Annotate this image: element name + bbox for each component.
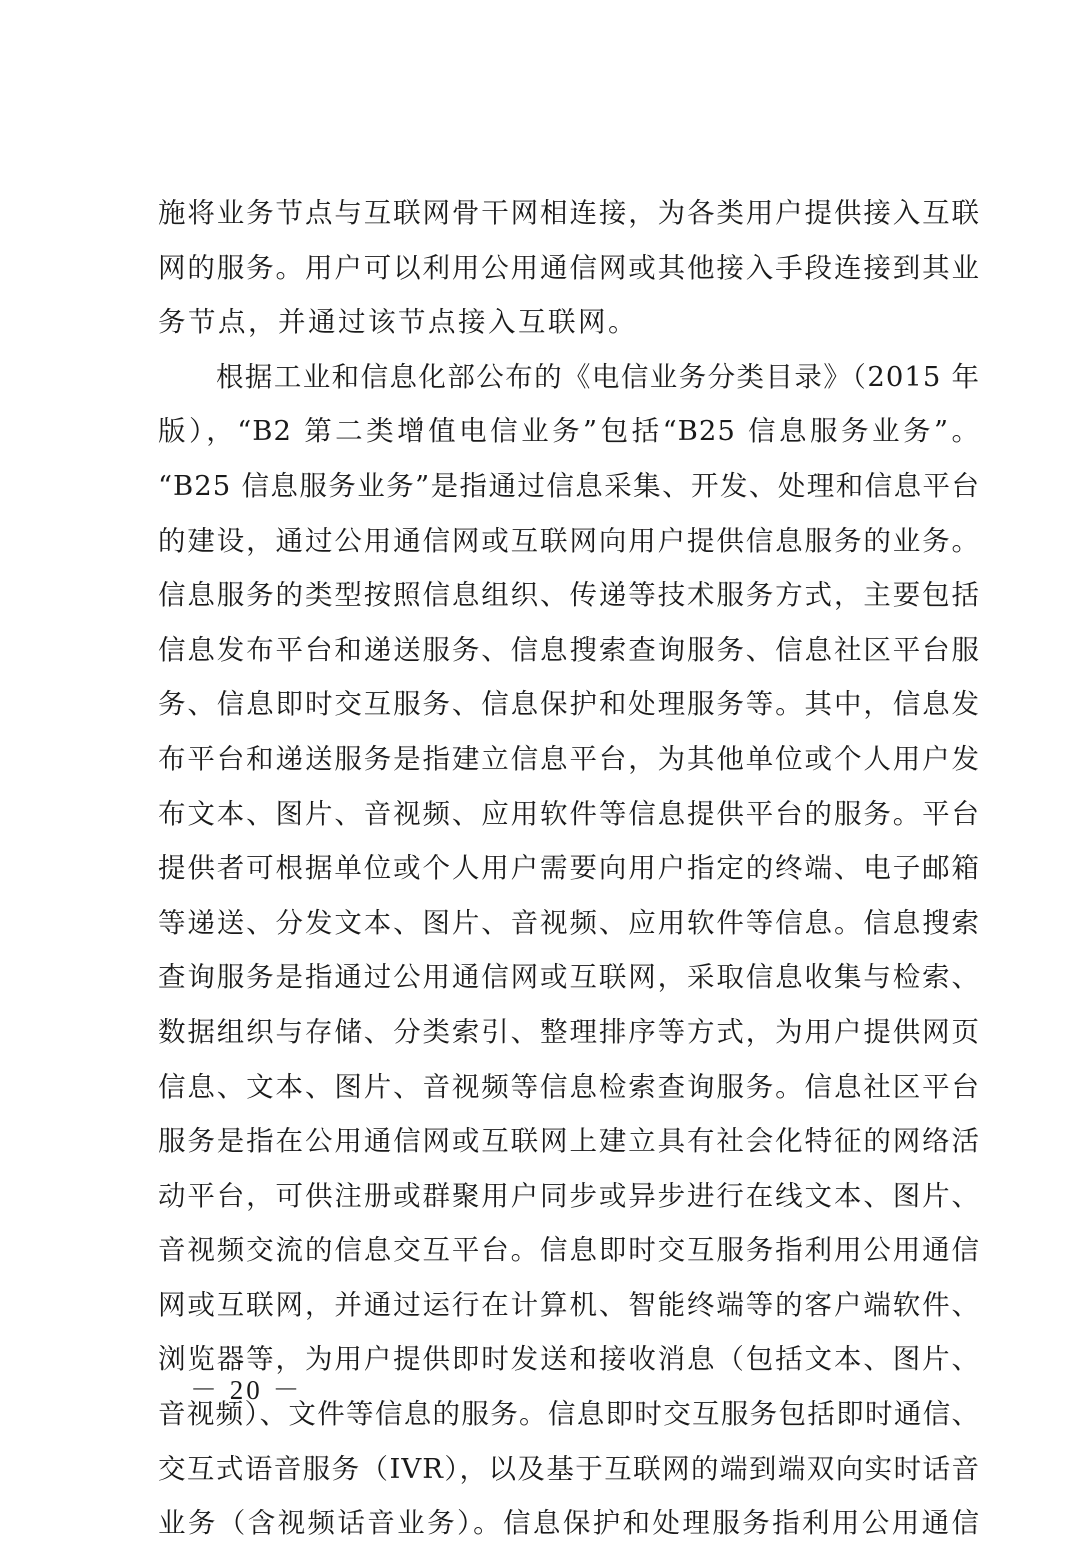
text-line: 音视频交流的信息交互平台。信息即时交互服务指利用公用通信 [158,1234,980,1267]
text-line: 浏览器等，为用户提供即时发送和接收消息（包括文本、图片、 [158,1343,980,1376]
text-line: 数据组织与存储、分类索引、整理排序等方式，为用户提供网页 [158,1015,980,1048]
text-line: “B25 信息服务业务”是指通过信息采集、开发、处理和信息平台 [158,469,980,502]
text-line: 查询服务是指通过公用通信网或互联网，采取信息收集与检索、 [158,961,980,994]
text-line: 服务是指在公用通信网或互联网上建立具有社会化特征的网络活 [158,1125,980,1158]
text-line: 施将业务节点与互联网骨干网相连接，为各类用户提供接入互联 [158,197,980,229]
text-line: 务、信息即时交互服务、信息保护和处理服务等。其中，信息发 [158,688,980,721]
text-line: 根据工业和信息化部公布的《电信业务分类目录》（2015 年 [216,360,980,393]
text-line: 信息服务的类型按照信息组织、传递等技术服务方式，主要包括 [158,579,980,612]
text-line: 信息发布平台和递送服务、信息搜索查询服务、信息社区平台服 [158,633,980,666]
text-line: 网或互联网，并通过运行在计算机、智能终端等的客户端软件、 [158,1288,980,1321]
page-number: － 20 － [190,1375,303,1405]
text-line: 信息、文本、图片、音视频等信息检索查询服务。信息社区平台 [158,1070,980,1103]
text-line: 等递送、分发文本、图片、音视频、应用软件等信息。信息搜索 [158,906,980,939]
text-line: 务节点，并通过该节点接入互联网。 [158,306,638,339]
text-line: 业务（含视频话音业务）。信息保护和处理服务指利用公用通信 [158,1507,980,1540]
text-line: 版），“B2 第二类增值电信业务”包括“B25 信息服务业务”。 [158,415,980,448]
text-line: 的建设，通过公用通信网或互联网向用户提供信息服务的业务。 [158,524,980,557]
text-line: 动平台，可供注册或群聚用户同步或异步进行在线文本、图片、 [158,1179,980,1212]
text-line: 网的服务。用户可以利用公用通信网或其他接入手段连接到其业 [158,251,980,284]
text-line: 音视频）、文件等信息的服务。信息即时交互服务包括即时通信、 [158,1398,980,1431]
body-text [158,186,980,1551]
text-line: 布文本、图片、音视频、应用软件等信息提供平台的服务。平台 [158,797,980,830]
text-line: 布平台和递送服务是指建立信息平台，为其他单位或个人用户发 [158,742,980,775]
text-line: 提供者可根据单位或个人用户需要向用户指定的终端、电子邮箱 [158,852,980,885]
text-line: 交互式语音服务（IVR），以及基于互联网的端到端双向实时话音 [158,1452,980,1485]
